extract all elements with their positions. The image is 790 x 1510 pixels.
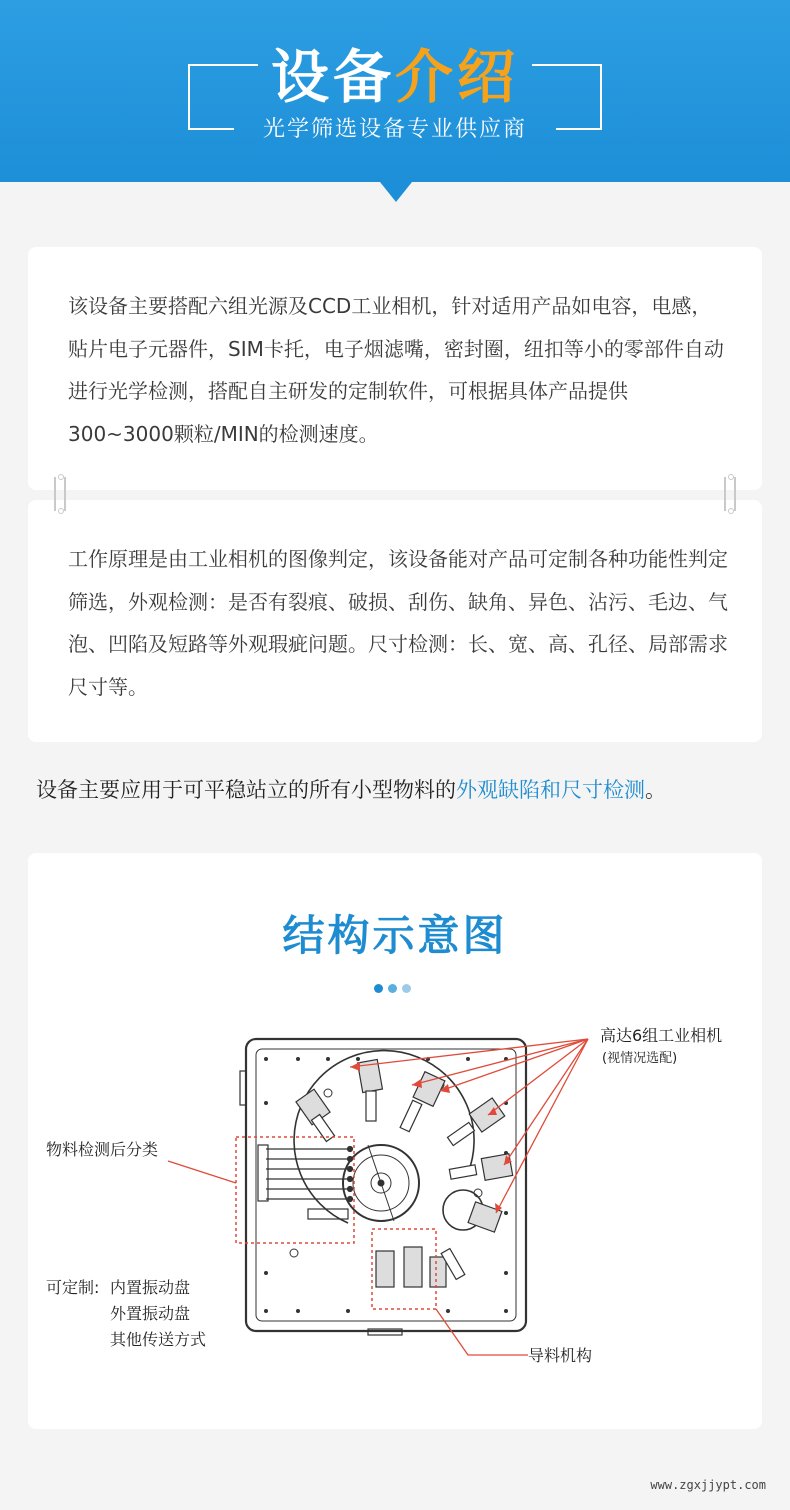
- card-clip-left: [54, 477, 66, 511]
- header-banner: [0, 0, 790, 182]
- structure-card: [28, 853, 762, 1429]
- intro-card-2: [28, 500, 762, 742]
- machine-frame: [240, 1039, 526, 1335]
- camera-3: [400, 1072, 445, 1132]
- application-prefix: 设备主要应用于可平稳站立的所有小型物料的: [36, 778, 456, 802]
- label-cameras-note: (视情况选配): [602, 1051, 678, 1066]
- label-option-1: 内置振动盘: [110, 1278, 191, 1297]
- label-option-2: 外置振动盘: [110, 1304, 191, 1323]
- site-watermark: www.zgxjjypt.com: [650, 1478, 766, 1492]
- label-feeder: 导料机构: [528, 1346, 593, 1365]
- application-statement: [36, 772, 766, 808]
- label-customizable: 可定制:: [46, 1278, 100, 1297]
- intro-paragraph-2: 工作原理是由工业相机的图像判定，该设备能对产品可定制各种功能性判定筛选，外观检测：是否有裂痕、破损、刮伤、缺角、异色、沾污、毛边、气泡、凹陷及短路等外观瑕疵问题。尺寸检测：长、宽、高、孔径、局部需求尺寸等。: [68, 547, 728, 699]
- banner-arrow: [380, 182, 412, 202]
- page-subtitle: 光学筛选设备专业供应商: [262, 117, 527, 142]
- application-highlight: 外观缺陷和尺寸检测: [456, 778, 645, 802]
- application-suffix: 。: [645, 778, 666, 802]
- title-orange: 介绍: [395, 43, 520, 111]
- structure-title: 结构示意图: [282, 911, 508, 960]
- label-option-3: 其他传送方式: [110, 1330, 207, 1349]
- label-cameras: 高达6组工业相机: [600, 1026, 723, 1045]
- sorting-lanes: [258, 1145, 353, 1219]
- title-white: 设备: [270, 43, 395, 111]
- camera-5: [449, 1154, 512, 1181]
- card-clip-right: [724, 477, 736, 511]
- label-sorting: 物料检测后分类: [46, 1140, 159, 1159]
- intro-paragraph-1: 该设备主要搭配六组光源及CCD工业相机，针对适用产品如电容，电感，贴片电子元器件，SIM卡托，电子烟滤嘴，密封圈，纽扣等小的零部件自动进行光学检测，搭配自主研发的定制软件，可根据具体产品提供300~3000颗粒/MIN的检测速度。: [68, 294, 724, 446]
- camera-2: [358, 1059, 383, 1121]
- intro-card-1: [28, 247, 762, 490]
- page-title: [0, 42, 790, 112]
- camera-modules: [296, 1059, 513, 1287]
- camera-4: [447, 1098, 504, 1146]
- guide-unit: [376, 1247, 465, 1287]
